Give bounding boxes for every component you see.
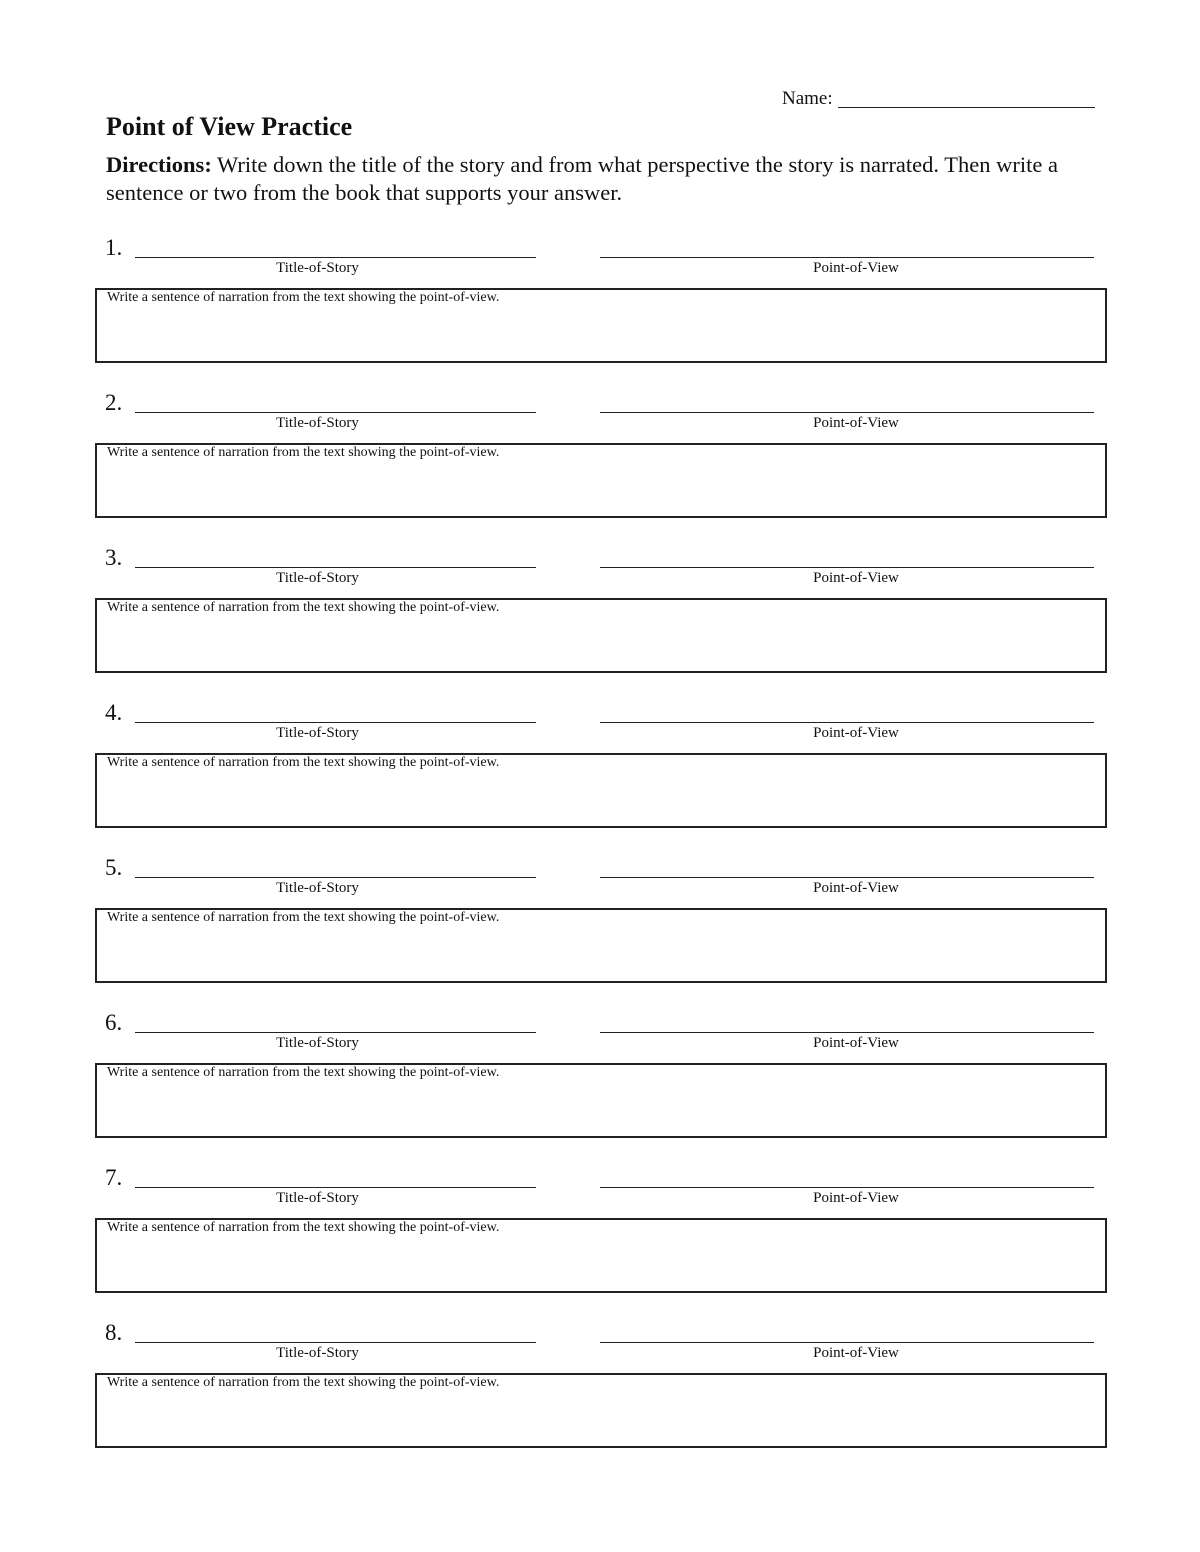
point-of-view-line[interactable] (600, 1032, 1094, 1033)
title-of-story-caption: Title-of-Story (276, 260, 359, 276)
title-of-story-line[interactable] (135, 1187, 536, 1188)
point-of-view-line[interactable] (600, 722, 1094, 723)
narration-answer-box[interactable] (95, 753, 1107, 828)
narration-answer-box[interactable] (95, 443, 1107, 518)
point-of-view-line[interactable] (600, 567, 1094, 568)
title-of-story-caption: Title-of-Story (276, 1035, 359, 1051)
answer-box-prompt: Write a sentence of narration from the text showing the point-of-view. (107, 445, 500, 460)
directions-label: Directions: (106, 152, 212, 177)
answer-box-prompt: Write a sentence of narration from the text showing the point-of-view. (107, 600, 500, 615)
title-of-story-caption: Title-of-Story (276, 725, 359, 741)
point-of-view-caption: Point-of-View (813, 570, 899, 586)
question-3 (0, 546, 1200, 676)
point-of-view-caption: Point-of-View (813, 1345, 899, 1361)
title-of-story-caption: Title-of-Story (276, 1345, 359, 1361)
question-number: 4. (105, 700, 123, 725)
answer-box-prompt: Write a sentence of narration from the text showing the point-of-view. (107, 1220, 500, 1235)
answer-box-prompt: Write a sentence of narration from the text showing the point-of-view. (107, 1065, 500, 1080)
answer-box-prompt: Write a sentence of narration from the text showing the point-of-view. (107, 1375, 500, 1390)
point-of-view-line[interactable] (600, 1342, 1094, 1343)
narration-answer-box[interactable] (95, 598, 1107, 673)
point-of-view-caption: Point-of-View (813, 415, 899, 431)
point-of-view-caption: Point-of-View (813, 260, 899, 276)
directions (106, 151, 1106, 207)
answer-box-prompt: Write a sentence of narration from the text showing the point-of-view. (107, 910, 500, 925)
question-6 (0, 1011, 1200, 1141)
point-of-view-line[interactable] (600, 877, 1094, 878)
question-number: 6. (105, 1010, 123, 1035)
question-number: 7. (105, 1165, 123, 1190)
point-of-view-caption: Point-of-View (813, 1035, 899, 1051)
point-of-view-caption: Point-of-View (813, 880, 899, 896)
question-8 (0, 1321, 1200, 1451)
question-7 (0, 1166, 1200, 1296)
title-of-story-line[interactable] (135, 257, 536, 258)
question-number: 2. (105, 390, 123, 415)
narration-answer-box[interactable] (95, 288, 1107, 363)
title-of-story-caption: Title-of-Story (276, 415, 359, 431)
point-of-view-caption: Point-of-View (813, 1190, 899, 1206)
title-of-story-line[interactable] (135, 412, 536, 413)
name-field-line[interactable] (838, 107, 1095, 108)
title-of-story-line[interactable] (135, 1032, 536, 1033)
answer-box-prompt: Write a sentence of narration from the text showing the point-of-view. (107, 755, 500, 770)
narration-answer-box[interactable] (95, 1218, 1107, 1293)
question-number: 1. (105, 235, 123, 260)
point-of-view-caption: Point-of-View (813, 725, 899, 741)
title-of-story-caption: Title-of-Story (276, 880, 359, 896)
title-of-story-caption: Title-of-Story (276, 570, 359, 586)
narration-answer-box[interactable] (95, 1373, 1107, 1448)
title-of-story-line[interactable] (135, 722, 536, 723)
point-of-view-line[interactable] (600, 1187, 1094, 1188)
name-label: Name: (782, 88, 833, 109)
title-of-story-caption: Title-of-Story (276, 1190, 359, 1206)
point-of-view-line[interactable] (600, 412, 1094, 413)
question-number: 5. (105, 855, 123, 880)
question-number: 3. (105, 545, 123, 570)
question-1 (0, 236, 1200, 366)
narration-answer-box[interactable] (95, 908, 1107, 983)
answer-box-prompt: Write a sentence of narration from the text showing the point-of-view. (107, 290, 500, 305)
directions-text: Write down the title of the story and from what perspective the story is narrated. Then write a sentence or two from the book that supports your answer. (106, 152, 1058, 205)
question-2 (0, 391, 1200, 521)
point-of-view-line[interactable] (600, 257, 1094, 258)
title-of-story-line[interactable] (135, 567, 536, 568)
question-number: 8. (105, 1320, 123, 1345)
title-of-story-line[interactable] (135, 1342, 536, 1343)
question-5 (0, 856, 1200, 986)
narration-answer-box[interactable] (95, 1063, 1107, 1138)
title-of-story-line[interactable] (135, 877, 536, 878)
worksheet-title: Point of View Practice (106, 112, 353, 141)
question-4 (0, 701, 1200, 831)
